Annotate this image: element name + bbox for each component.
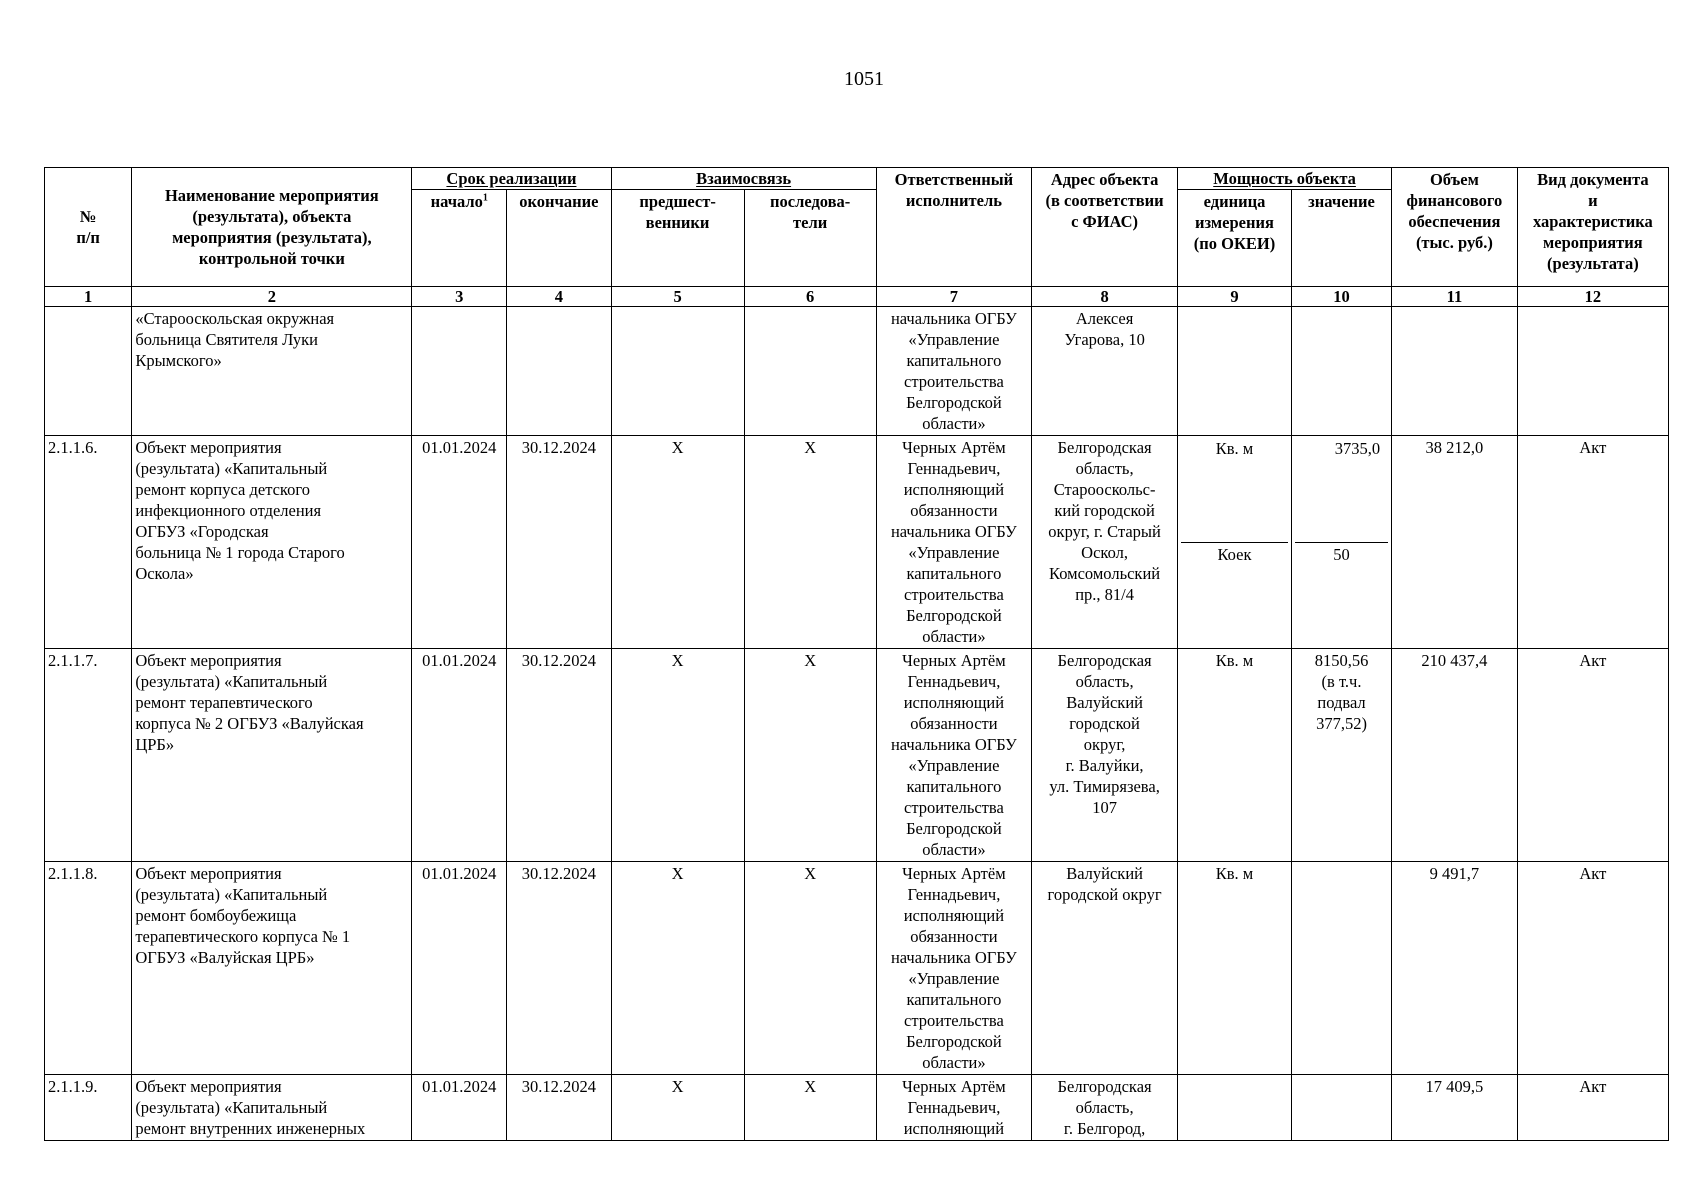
row-address: Белгородская область, Старооскольс- кий городской округ, г. Старый Оскол, Комсомольский пр., 81/4 — [1032, 436, 1178, 649]
footnote-mark: 1 — [482, 192, 488, 204]
header-start: начало$^1$ — [412, 190, 507, 287]
row-name: Объект мероприятия (результата) «Капитальный ремонт терапевтического корпуса № 2 ОГБУЗ «Валуйская ЦРБ» — [132, 649, 412, 862]
row-document: Акт — [1517, 1075, 1668, 1141]
row-name: Объект мероприятия (результата) «Капитальный ремонт внутренних инженерных — [132, 1075, 412, 1141]
header-number: № п/п — [45, 168, 132, 287]
table-row — [45, 307, 1669, 436]
row-name: Объект мероприятия (результата) «Капитальный ремонт корпуса детского инфекционного отделения ОГБУЗ «Городская больница № 1 города Старого Оскола» — [132, 436, 412, 649]
row-successors: Х — [744, 1075, 876, 1141]
header-relations: Взаимосвязь — [611, 168, 876, 190]
row-address: Алексея Угарова, 10 — [1032, 307, 1178, 436]
row-predecessors: Х — [611, 862, 744, 1075]
header-financing: Объем финансового обеспечения (тыс. руб.) — [1392, 168, 1518, 287]
row-start: 01.01.2024 — [412, 1075, 507, 1141]
row-responsible: Черных Артём Геннадьевич, исполняющий обязанности начальника ОГБУ «Управление капитального строительства Белгородской области» — [876, 862, 1031, 1075]
column-number: 5 — [611, 287, 744, 307]
row-end — [507, 307, 611, 436]
row-value-cell — [1291, 436, 1391, 649]
row-id: 2.1.1.6. — [45, 436, 132, 649]
header-end: окончание — [507, 190, 611, 287]
row-value: 3735,0 — [1295, 437, 1388, 543]
row-predecessors — [611, 307, 744, 436]
row-unit — [1178, 307, 1292, 436]
row-end: 30.12.2024 — [507, 649, 611, 862]
row-responsible: Черных Артём Геннадьевич, исполняющий — [876, 1075, 1031, 1141]
header-address: Адрес объекта (в соответствии с ФИАС) — [1032, 168, 1178, 287]
row-financing: 17 409,5 — [1392, 1075, 1518, 1141]
header-unit: единица измерения (по ОКЕИ) — [1178, 190, 1292, 287]
table-row — [45, 1075, 1669, 1141]
header-successors: последова- тели — [744, 190, 876, 287]
activities-table — [44, 167, 1669, 1141]
row-start: 01.01.2024 — [412, 436, 507, 649]
row-predecessors: Х — [611, 1075, 744, 1141]
row-successors: Х — [744, 649, 876, 862]
header-responsible: Ответственный исполнитель — [876, 168, 1031, 287]
row-responsible: начальника ОГБУ «Управление капитального строительства Белгородской области» — [876, 307, 1031, 436]
header-row-1 — [45, 168, 1669, 190]
row-successors: Х — [744, 862, 876, 1075]
column-number: 3 — [412, 287, 507, 307]
header-predecessors: предшест- венники — [611, 190, 744, 287]
row-predecessors: Х — [611, 436, 744, 649]
row-unit-2: Коек — [1217, 545, 1252, 564]
row-value: 8150,56 (в т.ч. подвал 377,52) — [1291, 649, 1391, 862]
table-row — [45, 436, 1669, 649]
column-number: 1 — [45, 287, 132, 307]
header-capacity: Мощность объекта — [1178, 168, 1392, 190]
row-responsible: Черных Артём Геннадьевич, исполняющий обязанности начальника ОГБУ «Управление капитального строительства Белгородской области» — [876, 649, 1031, 862]
page-number: 1051 — [844, 68, 884, 90]
column-number: 6 — [744, 287, 876, 307]
row-unit: Кв. м — [1178, 862, 1292, 1075]
row-successors: Х — [744, 436, 876, 649]
row-document: Акт — [1517, 862, 1668, 1075]
row-unit: Кв. м — [1178, 649, 1292, 862]
row-unit-cell — [1178, 436, 1292, 649]
row-end: 30.12.2024 — [507, 862, 611, 1075]
row-responsible: Черных Артём Геннадьевич, исполняющий обязанности начальника ОГБУ «Управление капитального строительства Белгородской области» — [876, 436, 1031, 649]
table-row — [45, 862, 1669, 1075]
column-number: 7 — [876, 287, 1031, 307]
row-value — [1291, 1075, 1391, 1141]
header-term: Срок реализации — [412, 168, 611, 190]
row-financing: 38 212,0 — [1392, 436, 1518, 649]
row-address: Валуйский городской округ — [1032, 862, 1178, 1075]
row-start: 01.01.2024 — [412, 862, 507, 1075]
row-unit — [1178, 1075, 1292, 1141]
row-financing — [1392, 307, 1518, 436]
row-value — [1291, 307, 1391, 436]
row-end: 30.12.2024 — [507, 1075, 611, 1141]
column-number-row — [45, 287, 1669, 307]
table-row — [45, 649, 1669, 862]
row-value — [1291, 862, 1391, 1075]
column-number: 11 — [1392, 287, 1518, 307]
row-financing: 9 491,7 — [1392, 862, 1518, 1075]
column-number: 9 — [1178, 287, 1292, 307]
row-start: 01.01.2024 — [412, 649, 507, 862]
header-name: Наименование мероприятия (результата), объекта мероприятия (результата), контрольной точки — [132, 168, 412, 287]
row-document: Акт — [1517, 436, 1668, 649]
row-end: 30.12.2024 — [507, 436, 611, 649]
row-predecessors: Х — [611, 649, 744, 862]
column-number: 12 — [1517, 287, 1668, 307]
column-number: 8 — [1032, 287, 1178, 307]
row-document — [1517, 307, 1668, 436]
column-number: 2 — [132, 287, 412, 307]
row-start — [412, 307, 507, 436]
header-document: Вид документа и характеристика мероприятия (результата) — [1517, 168, 1668, 287]
row-id: 2.1.1.8. — [45, 862, 132, 1075]
row-address: Белгородская область, Валуйский городской округ, г. Валуйки, ул. Тимирязева, 107 — [1032, 649, 1178, 862]
column-number: 4 — [507, 287, 611, 307]
row-id: 2.1.1.9. — [45, 1075, 132, 1141]
row-address: Белгородская область, г. Белгород, — [1032, 1075, 1178, 1141]
row-unit: Кв. м — [1181, 437, 1288, 543]
row-document: Акт — [1517, 649, 1668, 862]
row-name: «Старооскольская окружная больница Святителя Луки Крымского» — [132, 307, 412, 436]
row-value-2: 50 — [1333, 545, 1350, 564]
row-name: Объект мероприятия (результата) «Капитальный ремонт бомбоубежища терапевтического корпуса № 1 ОГБУЗ «Валуйская ЦРБ» — [132, 862, 412, 1075]
header-value: значение — [1291, 190, 1391, 287]
row-id — [45, 307, 132, 436]
row-id: 2.1.1.7. — [45, 649, 132, 862]
column-number: 10 — [1291, 287, 1391, 307]
row-successors — [744, 307, 876, 436]
row-financing: 210 437,4 — [1392, 649, 1518, 862]
